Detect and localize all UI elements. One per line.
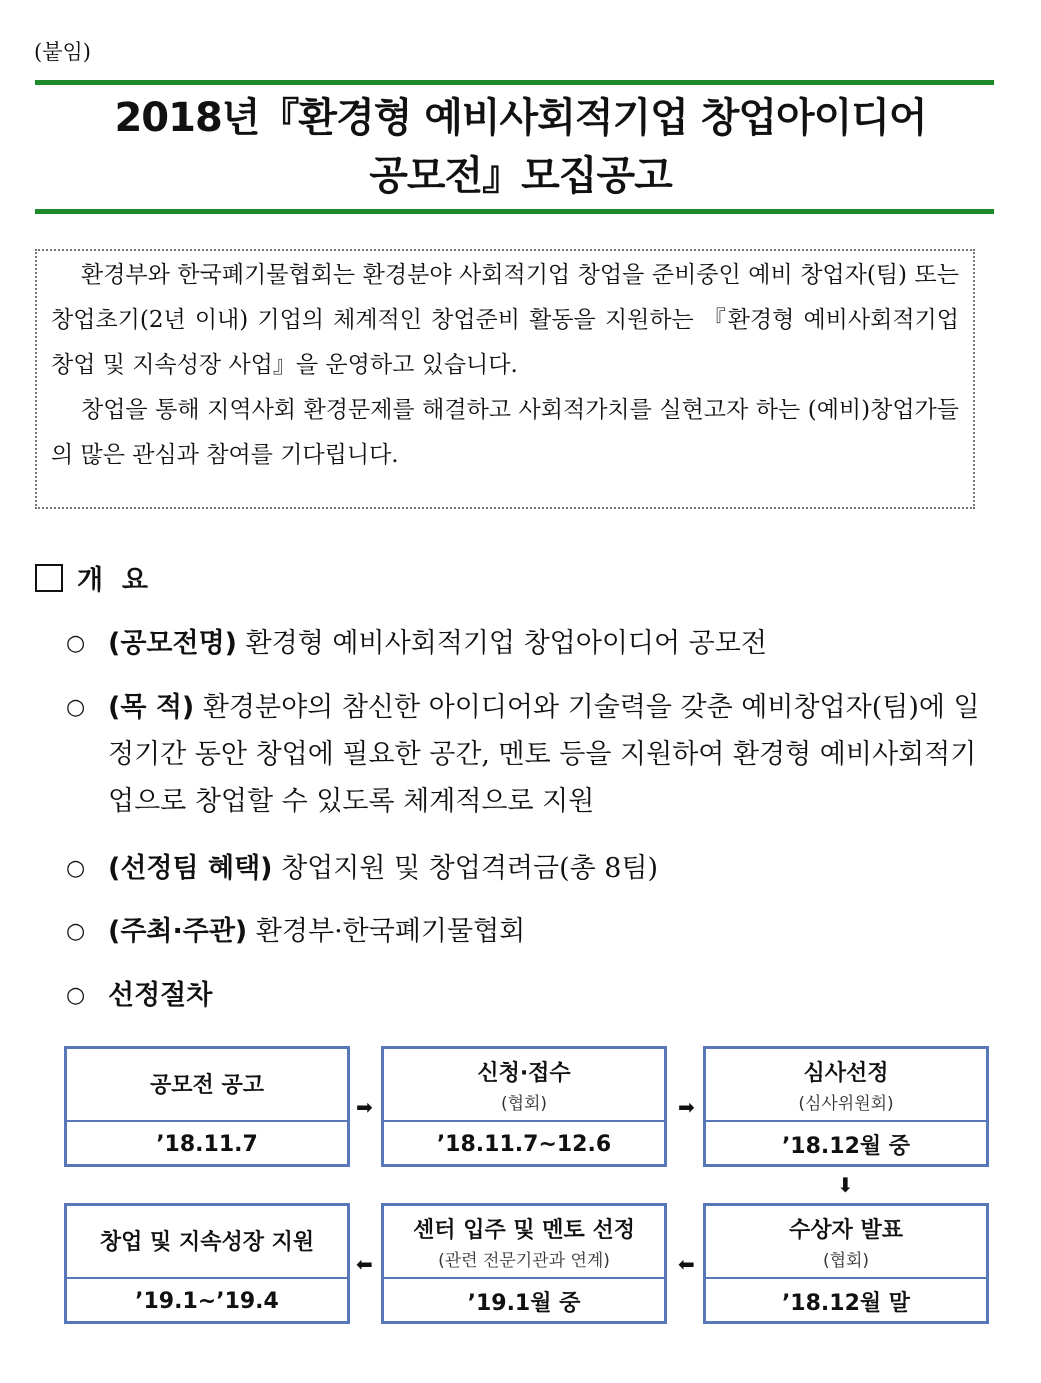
item-key: 선정절차 [108, 980, 213, 1011]
intro-box [35, 249, 975, 509]
bottom-green-rule [35, 209, 994, 214]
circle-bullet-icon: ○ [66, 631, 86, 656]
item-key: (선정팀 혜택) [108, 853, 273, 884]
step-name: 센터 입주 및 멘토 선정 [413, 1217, 635, 1243]
square-bullet-icon [35, 564, 63, 592]
process-step-support [64, 1203, 350, 1324]
overview-item-process [66, 972, 996, 1019]
process-step-announcement [64, 1046, 350, 1167]
circle-bullet-icon: ○ [66, 983, 86, 1008]
arrow-down-icon: ⬇ [837, 1173, 854, 1197]
step-date: ’18.11.7~12.6 [436, 1132, 612, 1157]
step-date: ’18.12월 중 [781, 1134, 911, 1159]
arrow-right-icon: ➡ [356, 1095, 373, 1119]
overview-item-benefit [66, 845, 996, 892]
process-step-award [703, 1203, 989, 1324]
intro-paragraph-2: 창업을 통해 지역사회 환경문제를 해결하고 사회적가치를 실현고자 하는 (예비)창업가들의 많은 관심과 참여를 기다립니다. [51, 397, 959, 468]
overview-item-name [66, 620, 996, 667]
step-sub: (협회) [822, 1250, 870, 1271]
overview-item-purpose [66, 684, 996, 825]
item-text: 환경분야의 참신한 아이디어와 기술력을 갖춘 예비창업자(팀)에 일정기간 동안 창업에 필요한 공간, 멘토 등을 지원하여 환경형 예비사회적기업으로 창업할 수 있도록 체계적으로 지원 [108, 692, 980, 817]
step-date: ’19.1월 중 [467, 1291, 581, 1316]
step-sub: (협회) [500, 1093, 548, 1114]
step-date: ’18.12월 말 [781, 1291, 911, 1316]
step-sub: (심사위원회) [798, 1093, 894, 1114]
title-line-1: 2018년『환경형 예비사회적기업 창업아이디어 [114, 95, 927, 141]
item-key: (공모전명) [108, 628, 238, 659]
process-step-application [381, 1046, 667, 1167]
item-text: 환경부·한국폐기물협회 [247, 916, 526, 947]
item-key: (주최·주관) [108, 916, 248, 947]
process-step-mentoring [381, 1203, 667, 1324]
item-text: 창업지원 및 창업격려금(총 8팀) [272, 853, 659, 884]
step-sub: (관련 전문기관과 연계) [438, 1250, 610, 1271]
step-name: 신청·접수 [477, 1060, 571, 1086]
intro-paragraph-1: 환경부와 한국폐기물협회는 환경분야 사회적기업 창업을 준비중인 예비 창업자(팀) 또는 창업초기(2년 이내) 기업의 체계적인 창업준비 활동을 지원하는 『환경형 예비사회적기업 창업 및 지속성장 사업』을 운영하고 있습니다. [51, 262, 959, 378]
step-date: ’18.11.7 [156, 1132, 258, 1157]
title-line-2: 공모전』모집공고 [369, 153, 672, 199]
circle-bullet-icon: ○ [66, 856, 86, 881]
circle-bullet-icon: ○ [66, 695, 86, 720]
top-green-rule [35, 80, 994, 85]
step-name: 창업 및 지속성장 지원 [99, 1230, 315, 1255]
section-heading [35, 558, 148, 597]
arrow-left-icon: ⬅ [678, 1252, 695, 1276]
arrow-right-icon: ➡ [678, 1095, 695, 1119]
process-step-selection [703, 1046, 989, 1167]
item-key: (목 적) [108, 692, 195, 723]
section-title: 개 요 [77, 565, 148, 596]
step-name: 수상자 발표 [789, 1217, 903, 1243]
attachment-label: (붙임) [34, 40, 91, 64]
step-date: ’19.1~’19.4 [135, 1289, 279, 1314]
step-name: 공모전 공고 [150, 1073, 264, 1098]
circle-bullet-icon: ○ [66, 919, 86, 944]
overview-item-host [66, 908, 996, 955]
arrow-left-icon: ⬅ [356, 1252, 373, 1276]
item-text: 환경형 예비사회적기업 창업아이디어 공모전 [237, 628, 767, 659]
step-name: 심사선정 [803, 1060, 889, 1086]
